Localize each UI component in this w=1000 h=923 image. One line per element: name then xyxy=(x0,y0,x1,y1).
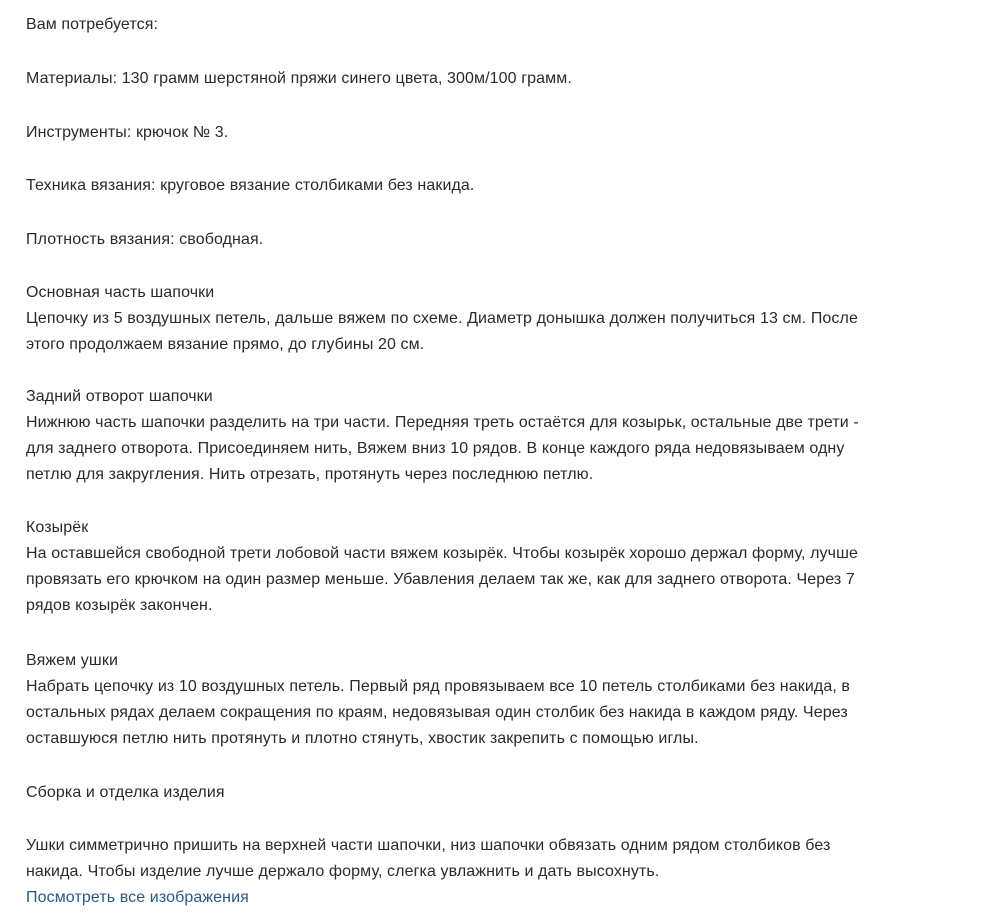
you-need-label: Вам потребуется: xyxy=(26,16,159,33)
section-heading-ears: Вяжем ушки xyxy=(26,652,118,669)
paragraph-line: петлю для закругления. Нить отрезать, протянуть через последнюю петлю. xyxy=(26,466,594,483)
density-line: Плотность вязания: свободная. xyxy=(26,231,264,248)
section-heading-main-part: Основная часть шапочки xyxy=(26,284,215,301)
technique-line: Техника вязания: круговое вязание столбиками без накида. xyxy=(26,177,475,194)
view-all-images-link[interactable]: Посмотреть все изображения xyxy=(26,889,249,906)
paragraph-line: для заднего отворота. Присоединяем нить, Вяжем вниз 10 рядов. В конце каждого ряда недовязываем одну xyxy=(26,440,845,457)
section-heading-back-flap: Задний отворот шапочки xyxy=(26,388,213,405)
paragraph-line: остальных рядах делаем сокращения по краям, недовязывая один столбик без накида в каждом ряду. Через xyxy=(26,704,848,721)
paragraph-line: накида. Чтобы изделие лучше держало форму, слегка увлажнить и дать высохнуть. xyxy=(26,863,660,880)
section-heading-visor: Козырёк xyxy=(26,519,89,536)
section-heading-assembly: Сборка и отделка изделия xyxy=(26,784,225,801)
materials-line: Материалы: 130 грамм шерстяной пряжи синего цвета, 300м/100 грамм. xyxy=(26,70,572,87)
paragraph-line: Набрать цепочку из 10 воздушных петель. Первый ряд провязываем все 10 петель столбиками без накида, в xyxy=(26,678,851,695)
paragraph-line: Нижнюю часть шапочки разделить на три части. Передняя треть остаётся для козырьк, остальные две трети - xyxy=(26,414,859,431)
tools-line: Инструменты: крючок № 3. xyxy=(26,124,229,141)
paragraph-line: рядов козырёк закончен. xyxy=(26,597,213,614)
paragraph-line: этого продолжаем вязание прямо, до глубины 20 см. xyxy=(26,336,425,353)
paragraph-line: Цепочку из 5 воздушных петель, дальше вяжем по схеме. Диаметр донышка должен получиться 13 см. После xyxy=(26,310,858,327)
paragraph-line: оставшуюся петлю нить протянуть и плотно стянуть, хвостик закрепить с помощью иглы. xyxy=(26,730,699,747)
paragraph-line: провязать его крючком на один размер меньше. Убавления делаем так же, как для заднего отворота. Через 7 xyxy=(26,571,855,588)
paragraph-line: Ушки симметрично пришить на верхней части шапочки, низ шапочки обвязать одним рядом столбиков без xyxy=(26,837,831,854)
paragraph-line: На оставшейся свободной трети лобовой части вяжем козырёк. Чтобы козырёк хорошо держал форму, лучше xyxy=(26,545,859,562)
